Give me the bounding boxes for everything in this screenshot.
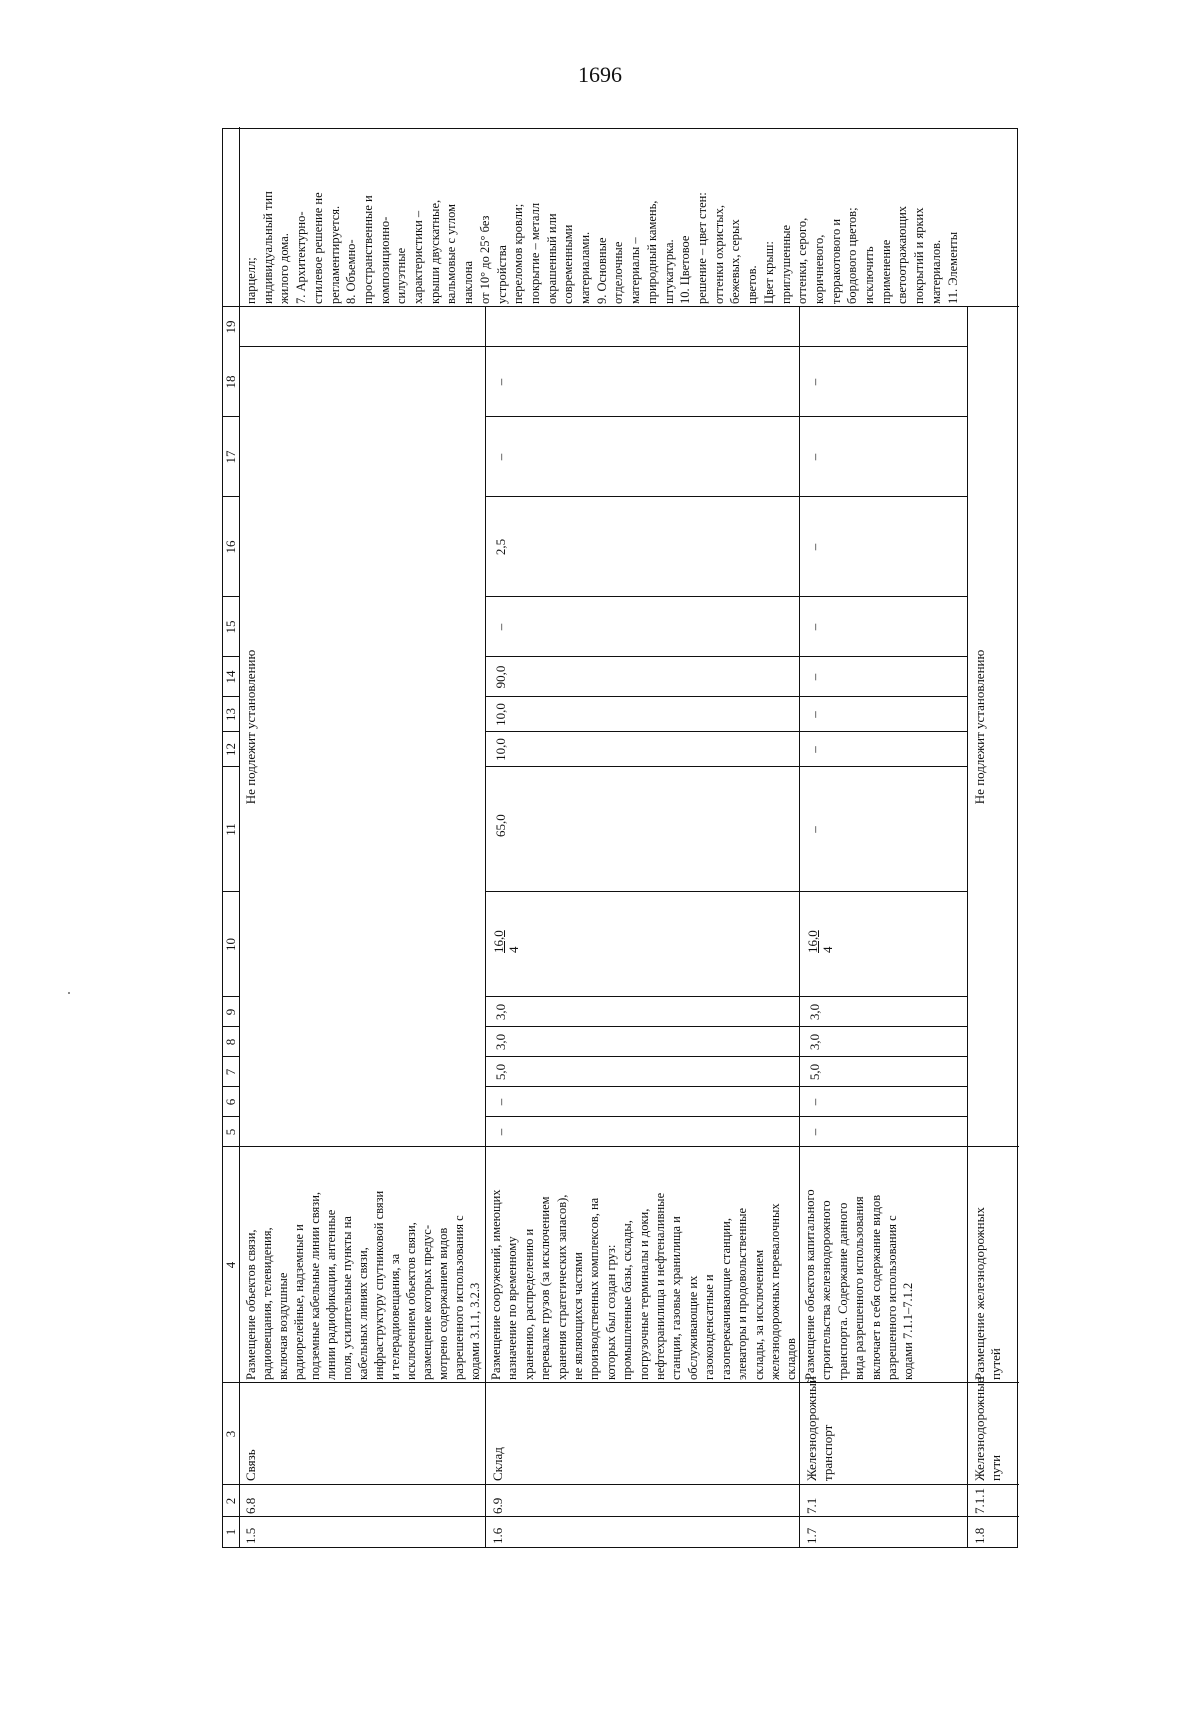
row-1-7-col5: – [807, 1128, 822, 1136]
row-1-7-col14: – [807, 673, 822, 681]
row-1-5-description: Размещение объектов связи, радиовещания, телевидения, включая воздушные радиорелейные, надземные и подземные кабельные линии связи, линии радиофикации, антенные поля, усилительные пункты на кабельных линиях связи, инфраструктуру спутниковой связи и телерадиовещания, за исключением объектов связи, размещение которых предус- мотрено содержанием видов разрешенного использования с кодами 3.1.1, 3.2.3 [244, 1190, 482, 1380]
row-1-7-col9: 3,0 [807, 1003, 822, 1021]
col-header-1: 1 [223, 1528, 238, 1536]
col-header-14: 14 [223, 670, 238, 684]
row-1-6-col14: 90,0 [493, 665, 508, 689]
row-1-7-code: 7.1 [804, 1497, 819, 1514]
row-1-6-code: 6.9 [490, 1497, 505, 1514]
col-header-11: 11 [223, 823, 238, 836]
row-1-7-col7: 5,0 [807, 1063, 822, 1081]
row-1-7-col17: – [807, 453, 822, 461]
row-1-6-type: Склад [490, 1447, 505, 1481]
col-header-5: 5 [223, 1128, 238, 1136]
row-1-8-description: Размещение железнодорожных путей [972, 1207, 1003, 1380]
row-1-8-type: Железнодорожные пути [972, 1377, 1003, 1481]
col-header-4: 4 [223, 1261, 238, 1269]
row-1-6-col15: – [493, 623, 508, 631]
col-header-10: 10 [223, 938, 238, 951]
row-1-7-col10-denominator: 4 [820, 946, 835, 953]
col-header-13: 13 [223, 708, 238, 721]
row-1-7-col12: – [807, 746, 822, 753]
col-header-8: 8 [223, 1038, 238, 1046]
row-1-8-code: 7.1.1 [972, 1488, 987, 1514]
row-1-7-col18: – [807, 378, 822, 386]
col-header-6: 6 [223, 1098, 238, 1106]
col-header-17: 17 [223, 450, 238, 464]
row-1-7-col16: – [807, 543, 822, 551]
row-1-5-type: Связь [243, 1449, 258, 1481]
row-1-6-col18: – [493, 378, 508, 386]
row-1-6-col17: – [493, 453, 508, 461]
col-header-15: 15 [223, 620, 238, 634]
col-header-12: 12 [223, 743, 238, 756]
row-1-7-col6: – [807, 1098, 822, 1106]
row-1-6-number: 1.6 [490, 1527, 505, 1544]
col-header-3: 3 [223, 1430, 238, 1438]
scan-speck [68, 992, 70, 994]
rotated-page-content [222, 128, 1018, 1548]
row-1-5-code: 6.8 [243, 1497, 258, 1514]
row-1-6-description: Размещение сооружений, имеющих назначение по временному хранению, распределению и перевалке грузов (за исключением хранения стратегических запасов), не являющихся частями производственных комплексов, на которых был создан груз: промышленные базы, склады, погрузочные терминалы и доки, нефтехранилища и нефтеналивные станции, газовые хранилища и обслуживающие их газоконденсатные и газоперекачивающие станции, элеваторы и продовольственные склады, за исключением железнодорожных перевалочных складов [489, 1189, 799, 1380]
row-1-7-col11: – [807, 826, 822, 833]
row-1-6-col10-numerator: 16,0 [491, 930, 506, 953]
row-1-6-col8: 3,0 [493, 1033, 508, 1051]
col-header-19: 19 [223, 320, 238, 334]
row-1-8-merged-note: Не подлежит установлению [972, 649, 987, 805]
row-1-6-col16: 2,5 [493, 538, 508, 556]
row-1-5-number: 1.5 [243, 1527, 258, 1544]
row-1-7-description: Размещение объектов капитального строительства железнодорожного транспорта. Содержание данного вида разрешенного использования включает в себя содержание видов разрешенного использования с кодами 7.1.1–7.1.2 [803, 1189, 916, 1380]
col-19-architecture-notes: парцелл; индивидуальный тип жилого дома. 7. Архитектурно- стилевое решение не регламентируется. 8. Объемно- пространственные и композиционно- силуэтные характеристики – крыши двускатные, вальмовые с углом наклона от 10° до 25° без устройства переломов кровли; покрытие – металл окрашенный или современными материалами. 9. Основные отделочные материалы – природный камень, штукатурка. 10. Цветовое решение – цвет стен: оттенки охристых, бежевых, серых цветов. Цвет крыш: приглушенные оттенки, серого, коричневого, терракотового и бордового цветов; исключить применение светоотражающих покрытий и ярких материалов. 11. Элементы [244, 191, 960, 304]
row-1-6-col5: – [493, 1128, 508, 1136]
row-1-8-number: 1.8 [972, 1527, 987, 1544]
row-1-5-merged-note: Не подлежит установлению [243, 649, 258, 805]
col-header-9: 9 [223, 1008, 238, 1016]
row-1-6-col6: – [493, 1098, 508, 1106]
regulations-table [222, 128, 1018, 1548]
row-1-6-col9: 3,0 [493, 1003, 508, 1021]
col-header-18: 18 [223, 375, 238, 389]
page-number: 1696 [578, 62, 622, 87]
row-1-6-col7: 5,0 [493, 1063, 508, 1081]
row-1-7-col15: – [807, 623, 822, 631]
col-header-16: 16 [223, 540, 238, 554]
row-1-7-number: 1.7 [804, 1527, 819, 1544]
row-1-7-col10-numerator: 16,0 [805, 930, 820, 953]
row-1-6-col13: 10,0 [493, 703, 508, 726]
col-header-7: 7 [223, 1068, 238, 1076]
row-1-6-col12: 10,0 [493, 738, 508, 761]
row-1-7-col8: 3,0 [807, 1033, 822, 1051]
row-1-7-type: Железнодорожный транспорт [804, 1376, 835, 1481]
col-header-2: 2 [223, 1497, 238, 1505]
row-1-6-col11: 65,0 [493, 814, 508, 837]
row-1-6-col10-denominator: 4 [506, 946, 521, 953]
row-1-7-col13: – [807, 711, 822, 718]
